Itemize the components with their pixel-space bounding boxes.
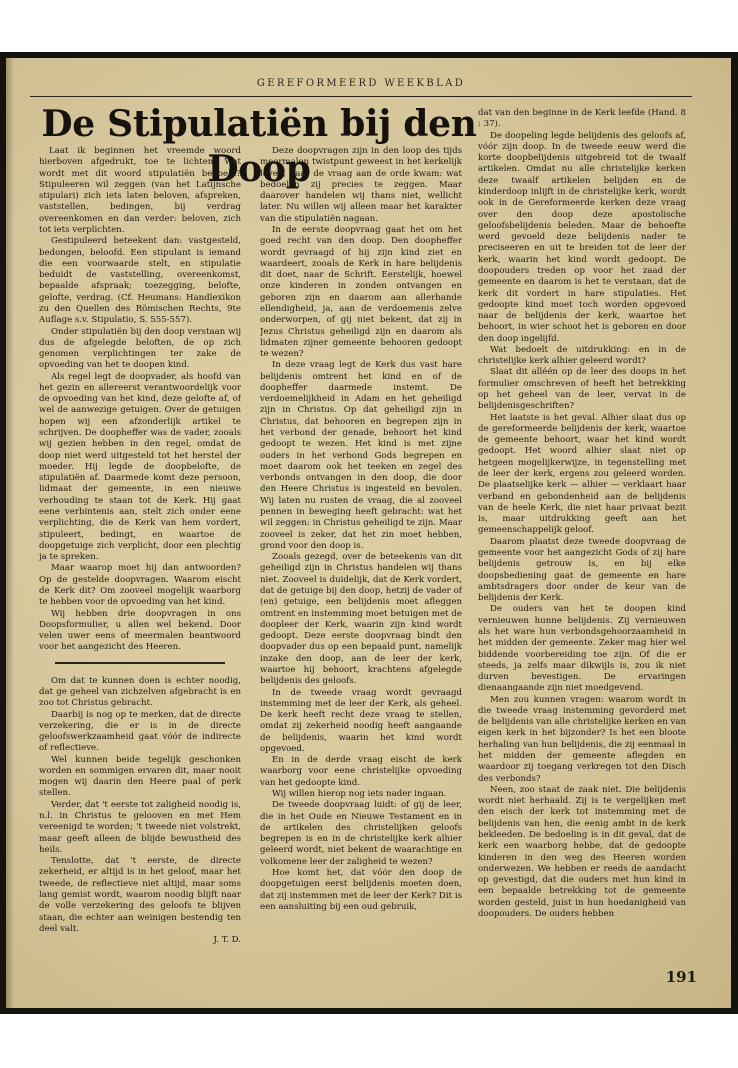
paragraph: Om dat te kunnen doen is echter noodig, dat ge geheel van zichzelven afgebracht is en zoo tot Christus gebracht. [39,675,241,709]
paragraph: dat van den beginne in de Kerk leefde (Hand. 8 : 37). [478,108,686,130]
paragraph: Zooals gezegd, over de beteekenis van dit geheiligd zijn in Christus handelen wij thans niet. Zooveel is duidelijk, dat de Kerk vordert, dat de getuige bij den doop, hetzij de vader of (en) getuige, een belijdenis moet afleggen omtrent en instemming moet betuigen met de doopleer der Kerk, waarin zijn kind wordt gedoopt. Deze eerste doopvraag bindt den doopvader dus op een bepaald punt, namelijk inzake den doop, aan de leer der kerk, waartoe hij behoort, krachtens afgelegde belijdenis des geloofs. [260,552,462,687]
article-title: De Stipulatiën bij den Doop [41,103,477,190]
paragraph: Laat ik beginnen het vreemde woord hierboven afgedrukt, toe te lichten. Wat wordt met dit woord stipulatiën bedoeld? Stipuleeren wil zeggen (van het Latijnsche stipulari) zich iets laten beloven, afspreken, vaststellen, bedingen, bij verdrag overeenkomen en dan verder: beloven, zich tot iets verplichten. [39,146,241,235]
column-1 [39,146,241,968]
paragraph: Wij hebben drie doopvragen in ons Doopsformulier, u allen wel bekend. Door velen uwer eens of meermalen beantwoord voor het aangezicht des Heeren. [39,608,241,653]
paragraph: In deze vraag legt de Kerk dus vast hare belijdenis omtrent het kind en of de doopheffer daarmede instemt. De verdoemelijkheid in Adam en het geheiligd zijn in Christus. Op dat geheiligd zijn in Christus, dat behooren en begrepen zijn in het verbond der genade, behoort het kind gedoopt te wezen. Het kind is met zijne ouders in het verbond Gods begrepen en moet daarom ook het teeken en zegel des verbonds ontvangen in den doop, die door den Heere Christus is ingesteld en bevolen. Wij laten nu rusten de vraag, die al zooveel pennen in beweging heeft gebracht: wat het wil zeggen: in Christus geheiligd te zijn. Maar zooveel is zeker, dat het zin moet hebben, grond voor den doop is. [260,360,462,551]
paragraph: Deze doopvragen zijn in den loop des tijds meermalen twistpunt geweest in het kerkelijk leven, daar de vraag aan de orde kwam: wat bedoelen zij precies te zeggen. Maar daarover handelen wij thans niet, wellicht later. Nu willen wij alleen maar het karakter van die stipulatiën nagaan. [260,146,462,224]
paragraph: Neen, zoo staat de zaak niet. Die belijdenis wordt niet herhaald. Zij is te vergelijken met den eisch der kerk tot instemming met de belijdenis van hen, die eenig ambt in de kerk bekleeden. De bedoeling is in dit geval, dat de kerk een waarborg hebbe, dat de gedoopte kinderen in den weg des Heeren worden onderwezen. We hebben er reeds de aandacht op gevestigd, dat die ouders met hun kind in een bepaalde betrekking tot de gemeente worden gesteld, juist in hun hoedanigheid van doopouders. De ouders hebben [478,784,686,919]
masthead: GEREFORMEERD WEEKBLAD [30,78,692,97]
binding-shadow [6,58,14,1008]
page-number: 191 [665,968,697,986]
signature: J. T. D. [213,935,241,946]
paragraph: Gestipuleerd beteekent dan: vastgesteld, bedongen, beloofd. Een stipulant is iemand die een voorwaarde stelt, en stipulatie beduidt de vaststelling, overeenkomst, bepaalde afspraak; toezegging, belofte, gelofte, verdrag. (Cf. Heumans: Handlexikon zu den Quellen des Römischen Rechts, 9te Auflage s.v. Stipulatio, S. 555-557). [39,236,241,326]
paragraph: De tweede doopvraag luidt: of gij de leer, die in het Oude en Nieuwe Testament en in de artikelen des christelijken geloofs begrepen is en in de christelijke kerk alhier geleerd wordt, niet bekent de waarachtige en volkomene leer der zaligheid te wezen? [260,800,462,867]
paragraph: In de tweede vraag wordt gevraagd instemming met de leer der Kerk, als geheel. De kerk heeft recht deze vraag te stellen, omdat zij zekerheid noodig heeft aangaande de belijdenis, waarin het kind wordt opgevoed. [260,687,462,754]
paragraph: Maar waarop moet hij dan antwoorden? Op de gestelde doopvragen. Waarom eischt de Kerk dit? Om zooveel mogelijk waarborg te hebben voor de opvoeding van het kind. [39,563,241,608]
paragraph: De doopeling legde belijdenis des geloofs af, vóór zijn doop. In de tweede eeuw werd die korte doopbelijdenis uitgebreid tot de twaalf artikelen. Omdat nu alle christelijke kerken deze twaalf artikelen belijden en de kinderdoop inlijft in de christelijke kerk, wordt ook in de Gereformeerde kerken deze vraag over den doop deze apostolische geloofsbelijdenis beleden. Maar de behoefte werd gevoeld deze belijdenis nader te preciseeren en uit te breiden tot de leer der kerk, waarin het kind wordt gedoopt. De doopouders treden op voor het zaad der gemeente en daarom is het te verstaan, dat de kerk dit vordert in hare stipulaties. Het gedoopte kind moet toch worden opgevoed naar de belijdenis der kerk, waartoe het behoort, in wier schoot het is geboren en door den doop ingelijfd. [478,130,686,344]
section-divider [55,662,225,664]
paragraph: Tenslotte, dat 't eerste, de directe zekerheid, er altijd is in het geloof, maar het tweede, de reflectieve niet altijd, maar soms lang gemist wordt, waarom noodig blijft naar de volle verzekering des geloofs te blijven staan, die echter aan weinigen bestendig ten deel valt. [39,856,241,934]
paragraph: In de eerste doopvraag gaat het om het goed recht van den doop. Den doopheffer wordt gevraagd of hij zijn kind ziet en waardeert, zooals de Kerk in hare belijdenis dit doet, naar de Schrift. Eerstelijk, hoewel onze kinderen in zonden ontvangen en geboren zijn en daarom aan allerhande ellendigheid, ja, aan de verdoemenis zelve onderworpen, of gij niet bekent, dat zij in Jezus Christus geheiligd zijn en daarom als lidmaten zijner gemeente behooren gedoopt te wezen? [260,224,462,360]
paragraph: Slaat dit alléén op de leer des doops in het formulier omschreven of heeft het betrekking op het geheel van de leer, vervat in de belijdenisgeschriften? [478,367,686,412]
paragraph: Wat bedoelt de uitdrukking: en in de christelijke kerk alhier geleerd wordt? [478,344,686,367]
paragraph: Verder, dat 't eerste tot zaligheid noodig is, n.l. in Christus te gelooven en met Hem vereenigd te worden; 't tweede niet volstrekt, maar geeft alleen de blijde bewustheid des heils. [39,799,241,855]
column-2 [260,146,462,968]
column-3 [478,108,686,968]
paragraph: Het laatste is het geval. Alhier slaat dus op de gereformeerde belijdenis der kerk, waartoe de gemeente behoort, waar het kind wordt gedoopt. Het woord alhier slaat niet op hetgeen mogelijkerwijze, in tegenstelling met de leer der kerk, ergens zou geleerd worden. De plaatselijke kerk — alhier — verklaart haar verband en gebondenheid aan de belijdenis van de heele Kerk, die niet haar privaat bezit is, maar uitdrukking geeft aan het gemeenschappelijk geloof. [478,412,686,536]
paragraph: Als regel legt de doopvader, als hoofd van het gezin en allereerst verantwoordelijk voor de opvoeding van het kind, deze gelofte af, of wel de aanwezige getuigen. Over de getuigen hopen wij een afzonderlijk artikel te schrijven. De doopheffer was de vader, zooals wij gezien hebben in den regel, omdat de doop niet werd uitgesteld tot het herstel der moeder. Hij legde de doopbelofte, de stipulatiën af. Daarmede komt deze persoon, lidmaat der gemeente, in een nieuwe verhouding te staan tot de Kerk. Hij gaat eene verbintenis aan, stelt zich onder eene verplichting, die de Kerk van hem vordert, stipuleert, bedingt, en waartoe de doopgetuige zich verplicht, door een plechtig ja te spreken. [39,371,241,563]
paragraph: Wel kunnen beide tegelijk geschonken worden en sommigen ervaren dit, maar nooit mogen wij daarin den Heere paal of perk stellen. [39,754,241,799]
paragraph: De ouders van het te doopen kind vernieuwen hunne belijdenis. Zij vernieuwen als het ware hun verbondsgehoorzaamheid in het midden der gemeente. Zeker mag hier wel biddende voorbereiding toe zijn. Of die er steeds, ja zelfs maar dikwijls is, zou ik niet durven bevestigen. De ervaringen dienaangaande zijn niet moedgevend. [478,604,686,694]
scanned-page-frame [0,52,738,1014]
newspaper-page [6,58,731,1008]
paragraph: Wij willen hierop nog iets nader ingaan. [272,789,447,800]
paragraph: Onder stipulatiën bij den doop verstaan wij dus de afgelegde beloften, de op zich genomen verplichtingen ter zake de opvoeding van het te doopen kind. [39,326,241,371]
paragraph: Hoe komt het, dat vóór den doop de doopgetuigen eerst belijdenis moeten doen, dat zij instemmen met de leer der Kerk? Dit is een aansluiting bij een oud gebruik, [260,868,462,912]
paragraph: Daarom plaatst deze tweede doopvraag de gemeente voor het aangezicht Gods of zij hare belijdenis getrouw is, en bij elke doopsbediening gaat de gemeente en hare ambtsdragers door onder de keur van de belijdenis der Kerk. [478,536,686,604]
paragraph: Men zou kunnen vragen: waarom wordt in die tweede vraag instemming gevorderd met de belijdenis van alle christelijke kerken en van eigen kerk in het bijzonder? Is het een bloote herhaling van hun belijdenis, die zij eenmaal in het midden der gemeente aflegden en waardoor zij toegang verkregen tot den Disch des verbonds? [478,694,686,784]
paragraph: Daarbij is nog op te merken, dat de directe verzekering, die er is in de directe geloofswerkzaamheid gaat vóór de indirecte of reflectieve. [39,709,241,754]
paragraph: En in de derde vraag eischt de kerk waarborg voor eene christelijke opvoeding van het gedoopte kind. [260,755,462,788]
